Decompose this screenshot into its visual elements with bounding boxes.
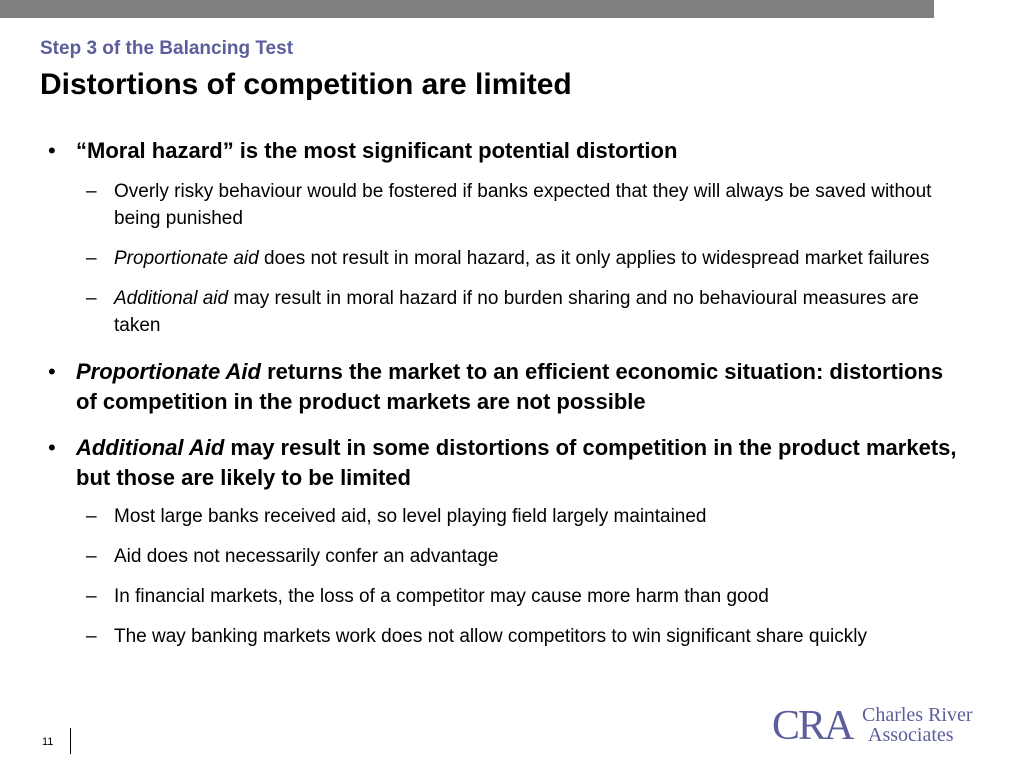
bullet-emphasis: Proportionate Aid (76, 359, 261, 384)
bullet-text: may result in some distortions of competition in the product markets, but those are likely to be limited (76, 435, 957, 490)
sub-text: Most large banks received aid, so level playing field largely maintained (114, 506, 707, 527)
logo-line1: Charles River (862, 704, 973, 726)
dash-icon: – (86, 506, 97, 527)
dash-icon: – (86, 626, 97, 647)
bullet-moral-hazard (48, 136, 968, 166)
bullet-text: “Moral hazard” is the most significant potential distortion (76, 138, 678, 163)
sub-emphasis: Proportionate aid (114, 248, 259, 269)
bullet-emphasis: Additional Aid (76, 435, 225, 460)
sub-emphasis: Additional aid (114, 288, 229, 309)
dash-icon: – (86, 248, 97, 269)
sub-item (48, 543, 968, 570)
dash-icon: – (86, 586, 97, 607)
bullet-text: returns the market to an efficient economic situation: distortions of competition in the product markets are not possible (76, 359, 944, 414)
sub-item (48, 178, 968, 232)
dash-icon: – (86, 546, 97, 567)
sub-item (48, 583, 968, 610)
sub-item (48, 245, 968, 272)
sub-item (48, 285, 968, 339)
dash-icon: – (86, 288, 97, 309)
dash-icon: – (86, 181, 97, 202)
slide-body (48, 136, 968, 663)
sub-text: Aid does not necessarily confer an advantage (114, 546, 499, 567)
footer-divider (70, 728, 71, 754)
sub-list-additional-aid (48, 503, 968, 650)
bullet-icon: • (48, 138, 56, 163)
slide-subtitle: Step 3 of the Balancing Test (40, 38, 294, 59)
sub-text: Overly risky behaviour would be fostered if banks expected that they will always be saved without being punished (114, 181, 932, 229)
cra-logo (772, 701, 982, 747)
bullet-icon: • (48, 435, 56, 460)
slide-title: Distortions of competition are limited (40, 68, 572, 101)
bullet-icon: • (48, 359, 56, 384)
sub-text: does not result in moral hazard, as it only applies to widespread market failures (258, 248, 930, 269)
top-bar (0, 0, 934, 18)
sub-text: The way banking markets work does not allow competitors to win significant share quickly (114, 626, 867, 647)
logo-line2: Associates (868, 724, 954, 746)
sub-text: In financial markets, the loss of a competitor may cause more harm than good (114, 586, 769, 607)
sub-text: may result in moral hazard if no burden sharing and no behavioural measures are taken (114, 288, 919, 336)
sub-list-moral-hazard (48, 178, 968, 339)
bullet-additional-aid (48, 433, 968, 493)
sub-item (48, 623, 968, 650)
sub-item (48, 503, 968, 530)
page-number: 11 (42, 736, 54, 748)
bullet-proportionate-aid (48, 357, 968, 417)
logo-mark: CRA (772, 703, 853, 747)
